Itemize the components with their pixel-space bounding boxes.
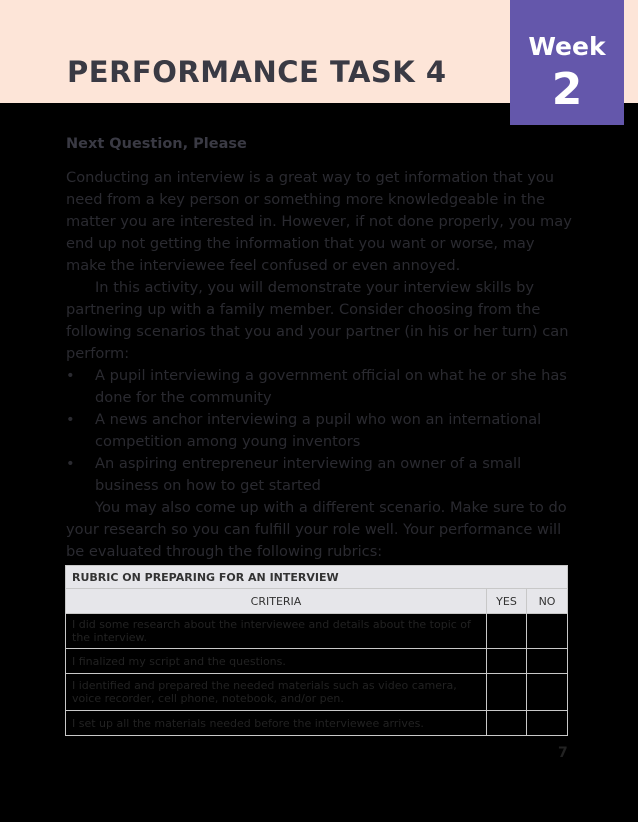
closing-paragraph: You may also come up with a different scenario. Make sure to do your research so you can fulfill your role well. Your performance will be evaluated through the following rubrics: (66, 499, 567, 560)
activity-paragraph: In this activity, you will demonstrate your interview skills by partnering up with a family member. Consider choosing from the following scenarios that you and your partner (in his or her turn) can perform: (66, 279, 569, 362)
bullet-dot: • (66, 367, 75, 384)
column-header-no: NO (527, 589, 568, 614)
yes-cell[interactable] (487, 614, 527, 649)
table-row (66, 649, 568, 674)
bullet-text: A pupil interviewing a government official on what he or she has done for the community (95, 367, 567, 406)
no-cell[interactable] (527, 614, 568, 649)
body-text (66, 167, 578, 563)
table-row (66, 614, 568, 649)
yes-cell[interactable] (487, 674, 527, 711)
bullet-text: An aspiring entrepreneur interviewing an owner of a small business on how to get started (95, 455, 522, 494)
yes-cell[interactable] (487, 711, 527, 736)
bullet-text: A news anchor interviewing a pupil who won an international competition among young inventors (95, 411, 542, 450)
intro-paragraph: Conducting an interview is a great way to get information that you need from a key person or something more knowledgeable in the matter you are interested in. However, if not done properly, you may end up not getting the information that you want or worse, may make the interviewee feel confused or even annoyed. (66, 169, 572, 274)
week-badge (510, 0, 624, 125)
criterion-text: I set up all the materials needed before the interviewee arrives. (66, 711, 487, 736)
criterion-text: I finalized my script and the questions. (66, 649, 487, 674)
no-cell[interactable] (527, 711, 568, 736)
criterion-text: I did some research about the interviewee and details about the topic of the interview. (66, 614, 487, 649)
bullet-item (66, 409, 578, 453)
table-row (66, 711, 568, 736)
bullet-item (66, 365, 578, 409)
table-row (66, 674, 568, 711)
page-number: 7 (558, 745, 568, 761)
week-label: Week (528, 32, 606, 61)
rubric-title: RUBRIC ON PREPARING FOR AN INTERVIEW (66, 566, 568, 589)
column-header-yes: YES (487, 589, 527, 614)
section-heading: Next Question, Please (66, 136, 247, 152)
page-title: PERFORMANCE TASK 4 (67, 55, 447, 89)
week-number: 2 (551, 64, 583, 115)
bullet-dot: • (66, 411, 75, 428)
no-cell[interactable] (527, 674, 568, 711)
yes-cell[interactable] (487, 649, 527, 674)
no-cell[interactable] (527, 649, 568, 674)
bullet-item (66, 453, 578, 497)
column-header-criteria: CRITERIA (66, 589, 487, 614)
criterion-text: I identified and prepared the needed materials such as video camera, voice recorder, cell phone, notebook, and/or pen. (66, 674, 487, 711)
rubric-table (65, 565, 568, 736)
bullet-dot: • (66, 455, 75, 472)
